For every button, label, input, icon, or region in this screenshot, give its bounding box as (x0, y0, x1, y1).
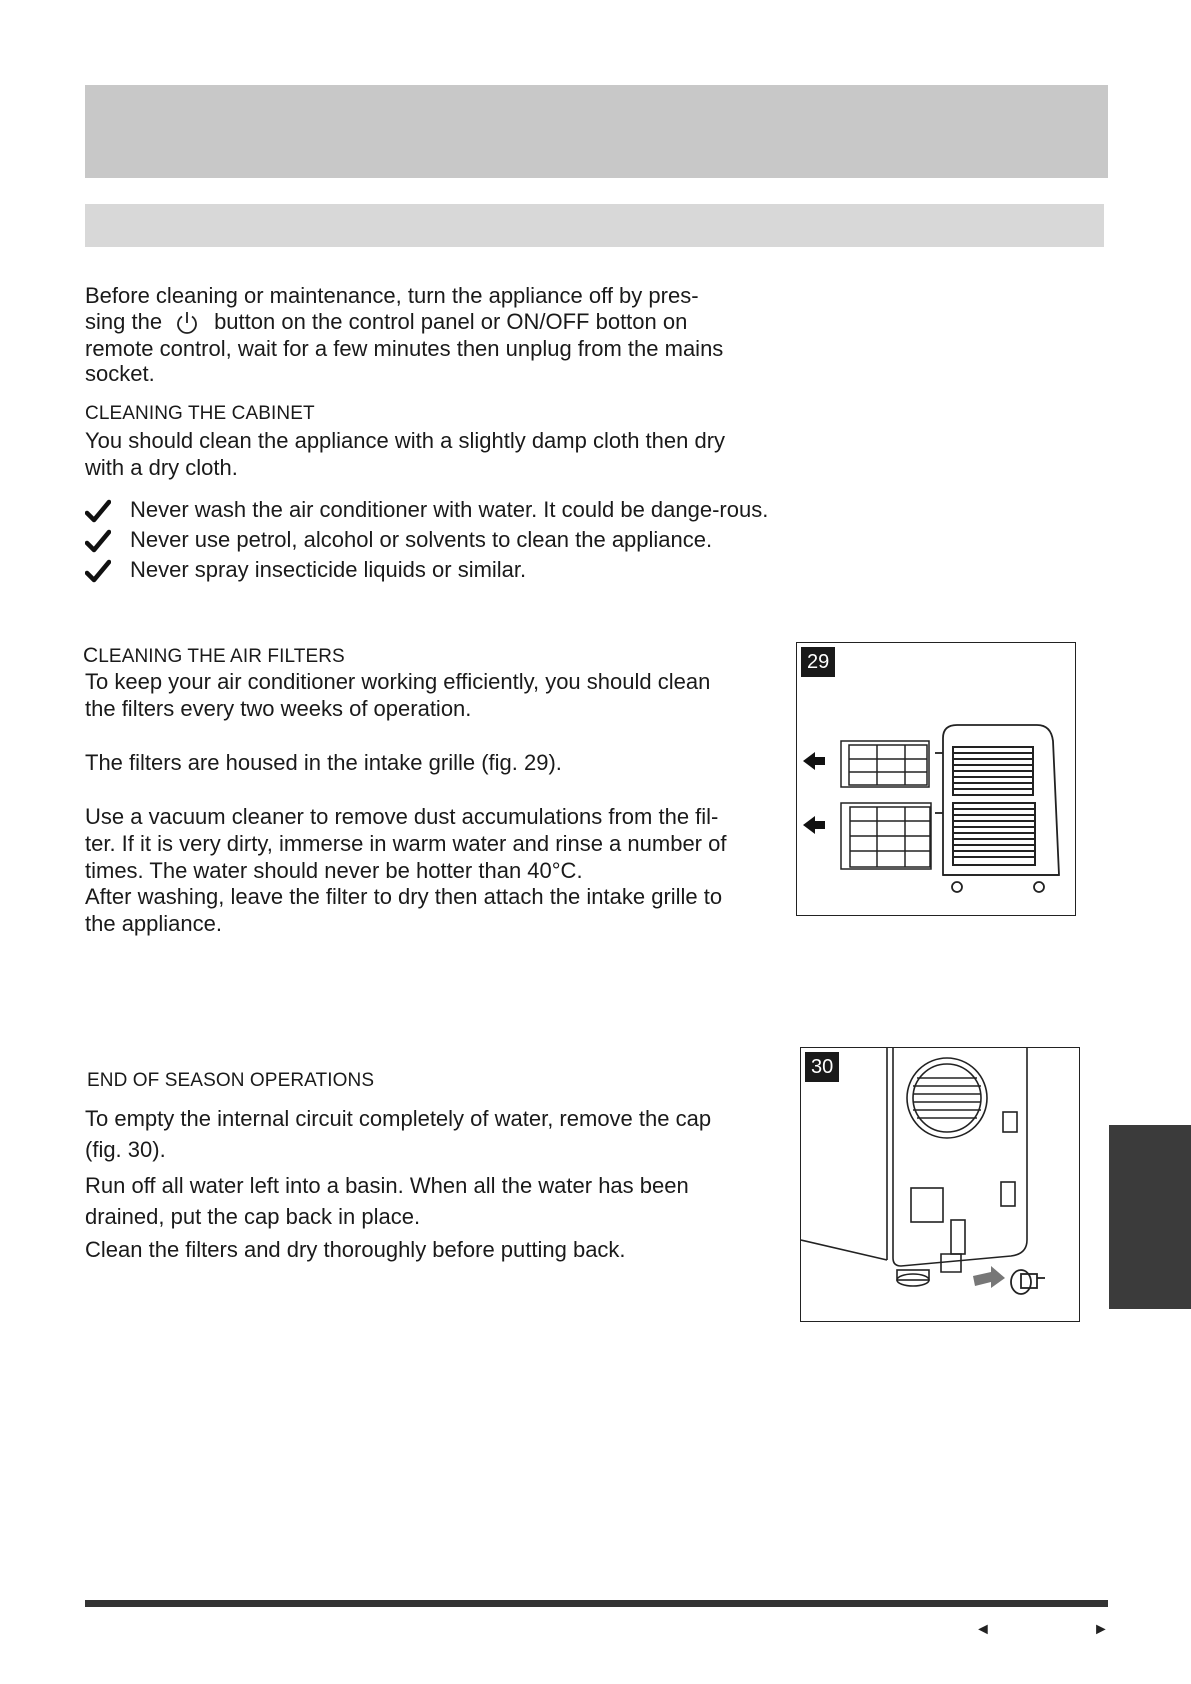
upper-grille (953, 747, 1033, 795)
bullet-text: Never use petrol, alcohol or solvents to clean the appliance. (130, 527, 713, 552)
season-p1-a: To empty the internal circuit completely of water, remove the cap (85, 1106, 712, 1131)
footer-rule (85, 1600, 1108, 1607)
cabinet-text-1: You should clean the appliance with a slightly damp cloth then dry (85, 428, 726, 453)
intro-line-1: Before cleaning or maintenance, turn the appliance off by pres- (85, 283, 699, 308)
season-p1-b: (fig. 30). (85, 1137, 166, 1162)
next-page-button[interactable]: ► (1093, 1621, 1109, 1638)
cabinet-text-2: with a dry cloth. (85, 455, 238, 480)
check-icon (85, 528, 111, 554)
bullet-text: Never wash the air conditioner with water. It could be dange-rous. (130, 497, 769, 522)
check-icon (85, 558, 111, 584)
list-item (85, 496, 770, 523)
upper-filter-panel (841, 741, 929, 787)
filters-p1-a: To keep your air conditioner working efficiently, you should clean (85, 669, 711, 694)
season-p3: Clean the filters and dry thoroughly before putting back. (85, 1237, 626, 1262)
unit-rear-body (801, 1048, 1027, 1266)
cabinet-heading: CLEANING THE CABINET (85, 403, 315, 424)
chapter-tab (1109, 1125, 1191, 1309)
lower-filter-panel (841, 803, 931, 869)
filters-heading-rest: LEANING THE AIR FILTERS (98, 646, 345, 667)
intro-line-2-post: button on the control panel or ON/OFF botton on (214, 309, 688, 334)
intro-line-2-pre: sing the (85, 309, 163, 334)
filters-heading-initial: C (83, 644, 99, 667)
filter-removal-illustration (797, 643, 1075, 915)
lower-grille (953, 803, 1035, 865)
filters-p3-a: Use a vacuum cleaner to remove dust accumulations from the fil- (85, 804, 719, 829)
header-band (85, 85, 1108, 178)
filters-p1-b: the filters every two weeks of operation. (85, 696, 472, 721)
intro-line-2 (85, 308, 687, 336)
drain-cap-illustration (801, 1048, 1079, 1321)
power-icon (174, 310, 200, 336)
section-title-band (85, 204, 1104, 247)
list-item (85, 526, 785, 553)
figure-number: 30 (805, 1052, 839, 1082)
season-p2-a: Run off all water left into a basin. When all the water has been (85, 1173, 689, 1198)
season-heading: END OF SEASON OPERATIONS (87, 1070, 375, 1091)
figure-number: 29 (801, 647, 835, 677)
previous-page-button[interactable]: ◄ (975, 1621, 991, 1638)
drain-cap (1011, 1270, 1045, 1294)
arrow-right-icon (973, 1266, 1005, 1288)
drain-port (897, 1188, 965, 1286)
intro-line-4: socket. (85, 361, 155, 386)
bullet-text: Never spray insecticide liquids or similar. (130, 557, 527, 582)
intro-line-3: remote control, wait for a few minutes then unplug from the mains (85, 336, 724, 361)
list-item (85, 556, 785, 583)
filters-p2: The filters are housed in the intake grille (fig. 29). (85, 750, 562, 775)
season-p2-b: drained, put the cap back in place. (85, 1204, 421, 1229)
filters-p3-c: times. The water should never be hotter than 40°C. (85, 858, 583, 883)
filters-p4-a: After washing, leave the filter to dry then attach the intake grille to (85, 884, 723, 909)
filters-p3-b: ter. If it is very dirty, immerse in warm water and rinse a number of (85, 831, 727, 856)
figure-30 (800, 1047, 1080, 1322)
arrow-left-icon (803, 752, 825, 770)
check-icon (85, 498, 111, 524)
arrow-left-icon (803, 816, 825, 834)
figure-29 (796, 642, 1076, 916)
filters-p4-b: the appliance. (85, 911, 222, 936)
side-latch (1001, 1112, 1017, 1206)
cabinet-warning-list (85, 496, 785, 586)
filters-heading (83, 644, 345, 668)
exhaust-grille (907, 1058, 987, 1138)
